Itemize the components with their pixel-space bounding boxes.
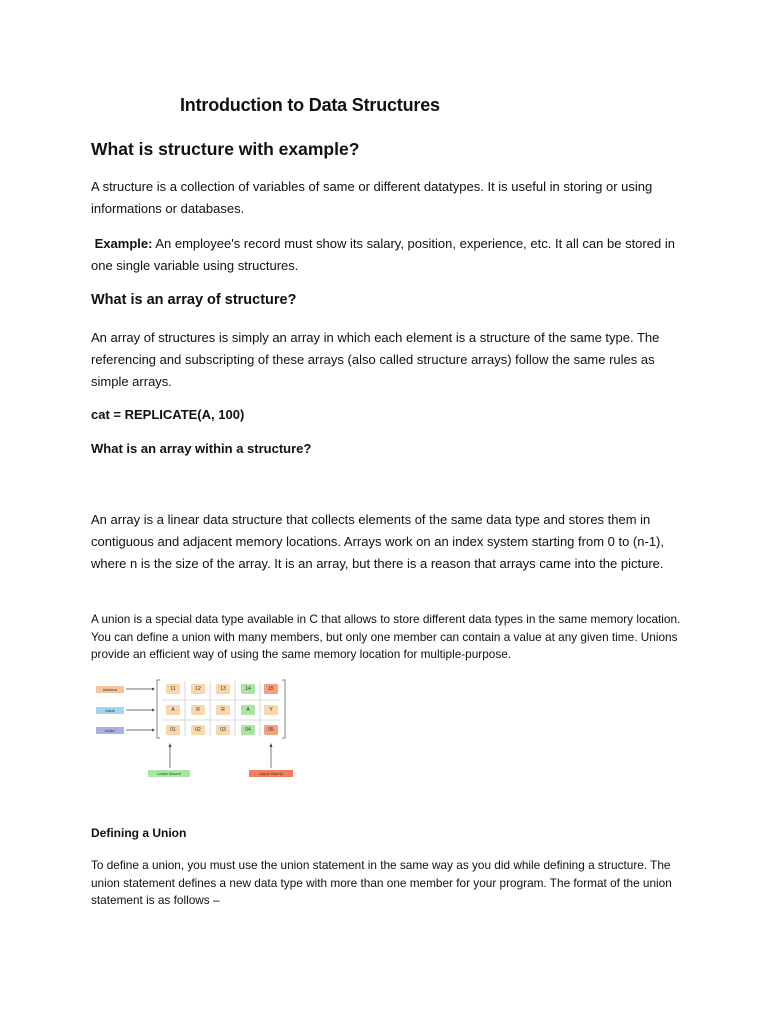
array-cell: 11 (166, 684, 180, 694)
heading-array-of-structure: What is an array of structure? (91, 292, 297, 308)
paragraph-array-definition: An array is a linear data structure that collects elements of the same data type and stores them in contiguous and adjacent memory locations. Arrays work on an index system starting from 0 to (n-1), where n is the size of the array. It is an array, but there is a reason that arrays came into the picture. (91, 512, 664, 571)
array-cell: 01 (166, 725, 180, 735)
example-text: An employee's record must show its salary, position, experience, etc. It all can be stored in one single variable using structures. (91, 236, 675, 273)
array-diagram (90, 676, 305, 786)
paragraph-array-of-structure: An array of structures is simply an array in which each element is a structure of the same type. The referencing and subscripting of these arrays (also called structure arrays) follow the same rules as simple arrays. (91, 330, 660, 389)
example-label: Example: (94, 236, 153, 251)
lower-bound-label: Lower Bound (148, 770, 190, 777)
array-cell: Y (264, 705, 278, 715)
array-cell: R (216, 705, 230, 715)
paragraph-structure-definition: A structure is a collection of variables of same or different datatypes. It is useful in storing or using informations or databases. (91, 179, 653, 216)
array-cell: 02 (191, 725, 205, 735)
row-label-value: Value (96, 707, 124, 714)
row-label-address: Address (96, 686, 124, 693)
array-cell: 12 (191, 684, 205, 694)
array-cell: 04 (241, 725, 255, 735)
paragraph-union: A union is a special data type available in C that allows to store different data types in the same memory location. You can define a union with many members, but only one member can contain a value at any given time. Unions provide an efficient way of using the same memory location for multiple-purpose. (91, 612, 681, 661)
paragraph-example (91, 233, 691, 277)
array-cell: R (191, 705, 205, 715)
array-cell: 05 (264, 725, 278, 735)
array-cell: 15 (264, 684, 278, 694)
array-cell: 03 (216, 725, 230, 735)
row-label-index: Index (96, 727, 124, 734)
heading-structure-example: What is structure with example? (91, 139, 360, 159)
heading-defining-union: Defining a Union (91, 826, 187, 840)
array-cell: 14 (241, 684, 255, 694)
paragraph-defining-union: To define a union, you must use the union statement in the same way as you did while defining a structure. The union statement defines a new data type with more than one member for your program. The format of the union statement is as follows – (91, 858, 672, 907)
heading-array-within-structure: What is an array within a structure? (91, 441, 312, 456)
array-cell: A (241, 705, 255, 715)
document-title: Introduction to Data Structures (180, 95, 440, 115)
code-line: cat = REPLICATE(A, 100) (91, 407, 245, 422)
array-cell: A (166, 705, 180, 715)
upper-bound-label: Upper Bound (249, 770, 293, 777)
array-cell: 13 (216, 684, 230, 694)
